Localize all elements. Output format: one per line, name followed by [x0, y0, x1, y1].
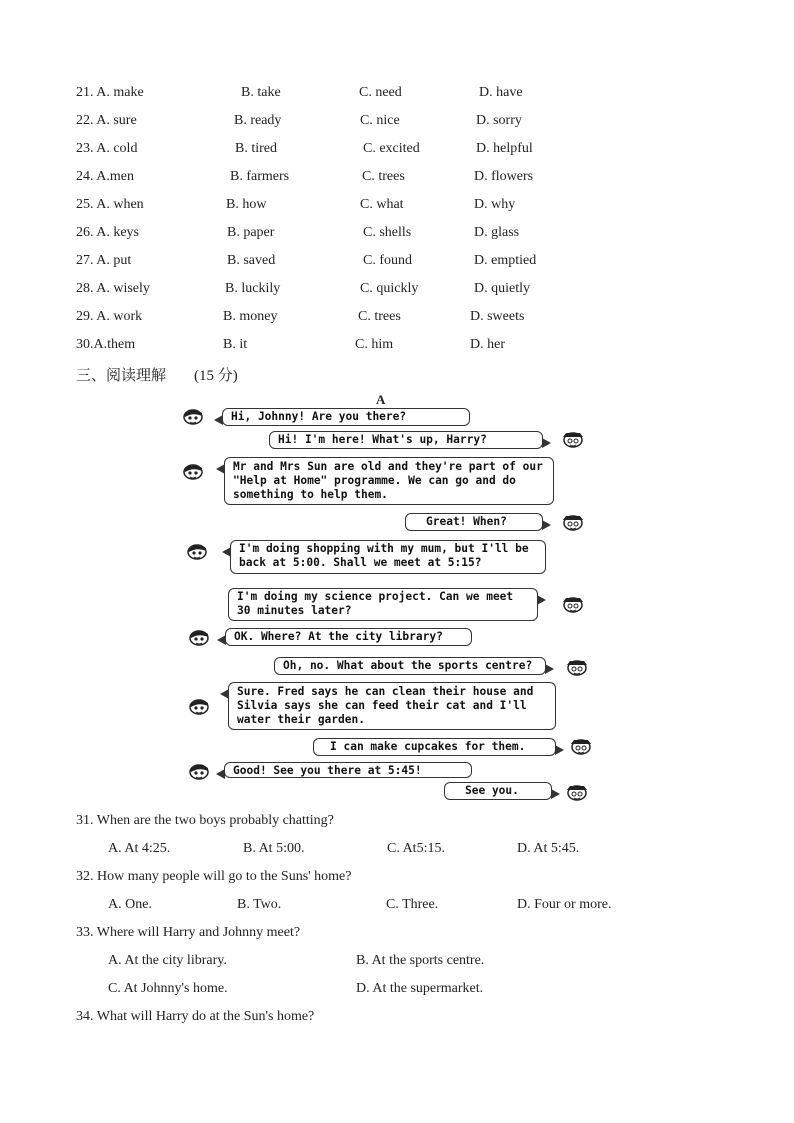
- cloze-row: [0, 83, 794, 103]
- option-d: D. flowers: [474, 169, 534, 184]
- johnny-face-icon: [562, 595, 584, 613]
- option-b: B. paper: [227, 225, 275, 240]
- option-b: B. farmers: [230, 169, 290, 184]
- option-a: 22. A. sure: [76, 113, 137, 128]
- cloze-row: [0, 223, 794, 243]
- question-text: 31. When are the two boys probably chatting?: [76, 813, 334, 828]
- option-d: D. sorry: [476, 113, 522, 128]
- option-d: D. helpful: [476, 141, 533, 156]
- cloze-row: [0, 111, 794, 131]
- harry-face-icon: [182, 407, 204, 425]
- chat-bubble: Hi! I'm here! What's up, Harry?: [269, 431, 543, 449]
- option-c: C. what: [360, 197, 404, 212]
- option-d: D. have: [479, 85, 523, 100]
- option-d: D. sweets: [470, 309, 525, 324]
- johnny-face-icon: [562, 430, 584, 448]
- section-score: (15 分): [194, 368, 238, 384]
- option-a: 27. A. put: [76, 253, 132, 268]
- chat-bubble: I can make cupcakes for them.: [313, 738, 556, 756]
- chat-bubble: Oh, no. What about the sports centre?: [274, 657, 546, 675]
- option-d: D. quietly: [474, 281, 530, 296]
- johnny-face-icon: [570, 737, 592, 755]
- option-b: B. At 5:00.: [243, 841, 305, 856]
- option-c: C. trees: [358, 309, 401, 324]
- cloze-row: [0, 307, 794, 327]
- option-a: 30.A.them: [76, 337, 136, 352]
- option-a: 21. A. make: [76, 85, 144, 100]
- option-d: D. At the supermarket.: [356, 981, 484, 996]
- harry-face-icon: [182, 462, 204, 480]
- chat-bubble: Sure. Fred says he can clean their house and Silvia says she can feed their cat and I'll water their garden.: [228, 682, 556, 730]
- option-c: C. nice: [360, 113, 400, 128]
- cloze-row: [0, 195, 794, 215]
- chat-bubble: I'm doing my science project. Can we meet 30 minutes later?: [228, 588, 538, 621]
- harry-face-icon: [186, 542, 208, 560]
- option-b: B. tired: [235, 141, 277, 156]
- chat-bubble: Hi, Johnny! Are you there?: [222, 408, 470, 426]
- option-b: B. Two.: [237, 897, 282, 912]
- option-c: C. trees: [362, 169, 405, 184]
- harry-face-icon: [188, 628, 210, 646]
- cloze-row: [0, 139, 794, 159]
- chat-bubble: Good! See you there at 5:45!: [224, 762, 472, 778]
- chat-bubble: See you.: [444, 782, 552, 800]
- option-a: A. At 4:25.: [108, 841, 171, 856]
- section-heading: [76, 364, 238, 385]
- option-a: A. One.: [108, 897, 152, 912]
- passage-label: A: [376, 392, 386, 407]
- question-text: 34. What will Harry do at the Sun's home?: [76, 1009, 315, 1024]
- option-b: B. take: [241, 85, 281, 100]
- option-c: C. excited: [363, 141, 420, 156]
- harry-face-icon: [188, 697, 210, 715]
- option-b: B. it: [223, 337, 248, 352]
- chat-bubble: Great! When?: [405, 513, 543, 531]
- option-d: D. her: [470, 337, 505, 352]
- option-b: B. luckily: [225, 281, 281, 296]
- option-b: B. money: [223, 309, 278, 324]
- option-a: A. At the city library.: [108, 953, 227, 968]
- cloze-row: [0, 335, 794, 355]
- johnny-face-icon: [566, 783, 588, 801]
- option-c: C. At Johnny's home.: [108, 981, 228, 996]
- harry-face-icon: [188, 762, 210, 780]
- option-c: C. shells: [363, 225, 412, 240]
- option-b: B. ready: [234, 113, 282, 128]
- option-a: 29. A. work: [76, 309, 143, 324]
- option-a: 24. A.men: [76, 169, 134, 184]
- cloze-row: [0, 167, 794, 187]
- option-a: 23. A. cold: [76, 141, 138, 156]
- option-d: D. Four or more.: [517, 897, 612, 912]
- option-b: B. how: [226, 197, 267, 212]
- chat-bubble: Mr and Mrs Sun are old and they're part of our "Help at Home" programme. We can go and do something to help them.: [224, 457, 554, 505]
- chat-bubble: OK. Where? At the city library?: [225, 628, 472, 646]
- section-title: 三、阅读理解: [76, 368, 167, 384]
- option-d: D. glass: [474, 225, 520, 240]
- chat-bubble: I'm doing shopping with my mum, but I'll be back at 5:00. Shall we meet at 5:15?: [230, 540, 546, 574]
- cloze-row: [0, 251, 794, 271]
- option-c: C. need: [359, 85, 402, 100]
- option-b: B. At the sports centre.: [356, 953, 485, 968]
- johnny-face-icon: [562, 513, 584, 531]
- option-d: D. emptied: [474, 253, 537, 268]
- cloze-row: [0, 279, 794, 299]
- chat-illustration: [176, 390, 610, 810]
- option-a: 28. A. wisely: [76, 281, 150, 296]
- option-a: 25. A. when: [76, 197, 144, 212]
- option-c: C. quickly: [360, 281, 419, 296]
- question-text: 32. How many people will go to the Suns' home?: [76, 869, 352, 884]
- option-d: D. At 5:45.: [517, 841, 580, 856]
- question-text: 33. Where will Harry and Johnny meet?: [76, 925, 301, 940]
- option-c: C. At5:15.: [387, 841, 445, 856]
- option-c: C. Three.: [386, 897, 439, 912]
- option-d: D. why: [474, 197, 516, 212]
- option-c: C. him: [355, 337, 394, 352]
- option-b: B. saved: [227, 253, 276, 268]
- johnny-face-icon: [566, 658, 588, 676]
- option-c: C. found: [363, 253, 412, 268]
- option-a: 26. A. keys: [76, 225, 139, 240]
